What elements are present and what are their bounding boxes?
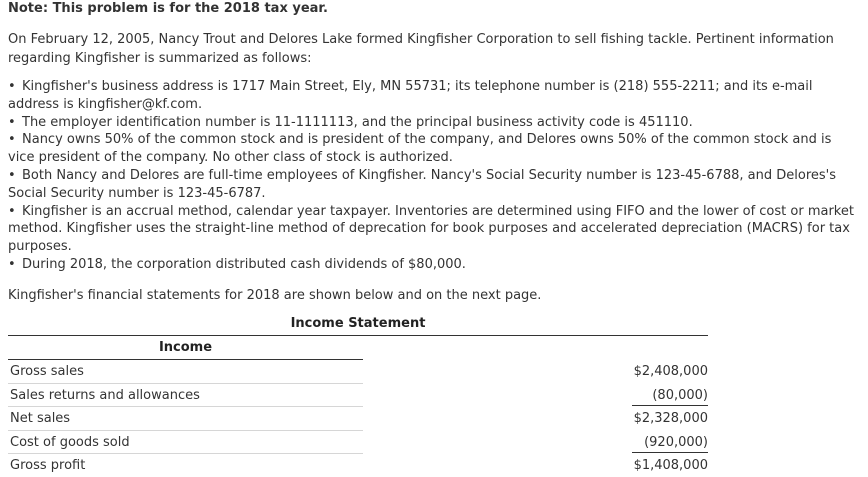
row-amount: (920,000): [644, 435, 708, 450]
amount-underline: [632, 452, 708, 453]
list-item: • The employer identification number is 11-1111113, and the principal business activity code is 451110.: [8, 114, 693, 130]
row-label: Gross profit: [10, 458, 86, 473]
table-row: [8, 431, 708, 454]
row-amount: $2,328,000: [633, 411, 708, 426]
row-label: Sales returns and allowances: [10, 388, 200, 403]
intro-paragraph: On February 12, 2005, Nancy Trout and Delores Lake formed Kingfisher Corporation to sell fishing tackle. Pertinent information regarding Kingfisher is summarized as follows:: [8, 32, 834, 66]
list-item: • During 2018, the corporation distributed cash dividends of $80,000.: [8, 256, 466, 272]
statement-top-rule: [8, 335, 708, 336]
list-item: • Both Nancy and Delores are full-time employees of Kingfisher. Nancy's Social Security number is 123-45-6788, and Delores's Social Security number is 123-45-6787.: [8, 167, 836, 201]
bullet-icon: •: [8, 132, 16, 148]
table-row: [8, 454, 708, 477]
row-amount: $1,408,000: [633, 458, 708, 473]
bullet-icon: •: [8, 203, 16, 219]
financial-statements-intro: Kingfisher's financial statements for 2018 are shown below and on the next page.: [8, 288, 542, 303]
list-item: • Kingfisher's business address is 1717 Main Street, Ely, MN 55731; its telephone number is (218) 555-2211; and its e-mail address is kingfisher@kf.com.: [8, 79, 813, 112]
amount-underline: [632, 405, 708, 406]
table-row: [8, 384, 708, 407]
bullet-icon: •: [8, 256, 16, 272]
facts-list: [8, 78, 858, 274]
row-label: Gross sales: [10, 364, 84, 379]
bullet-icon: •: [8, 79, 16, 94]
statement-title: Income Statement: [290, 316, 426, 331]
section-heading-income: Income: [158, 340, 213, 355]
table-row: [8, 407, 708, 430]
note-heading: Note: This problem is for the 2018 tax year.: [8, 1, 328, 16]
list-item: • Nancy owns 50% of the common stock and is president of the company, and Delores owns 50% of the common stock and is vice president of the company. No other class of stock is authorized.: [8, 132, 832, 166]
row-amount: $2,408,000: [633, 364, 708, 379]
row-label: Cost of goods sold: [10, 435, 130, 450]
list-item: • Kingfisher is an accrual method, calendar year taxpayer. Inventories are determined using FIFO and the lower of cost or market method. Kingfisher uses the straight-line method of deprecation for book purposes and accelerated depreciation (MACRS) for tax purposes.: [8, 203, 854, 255]
bullet-icon: •: [8, 114, 16, 130]
bullet-icon: •: [8, 167, 16, 183]
row-amount: (80,000): [652, 388, 708, 403]
table-row: [8, 360, 708, 383]
row-label: Net sales: [10, 411, 71, 426]
